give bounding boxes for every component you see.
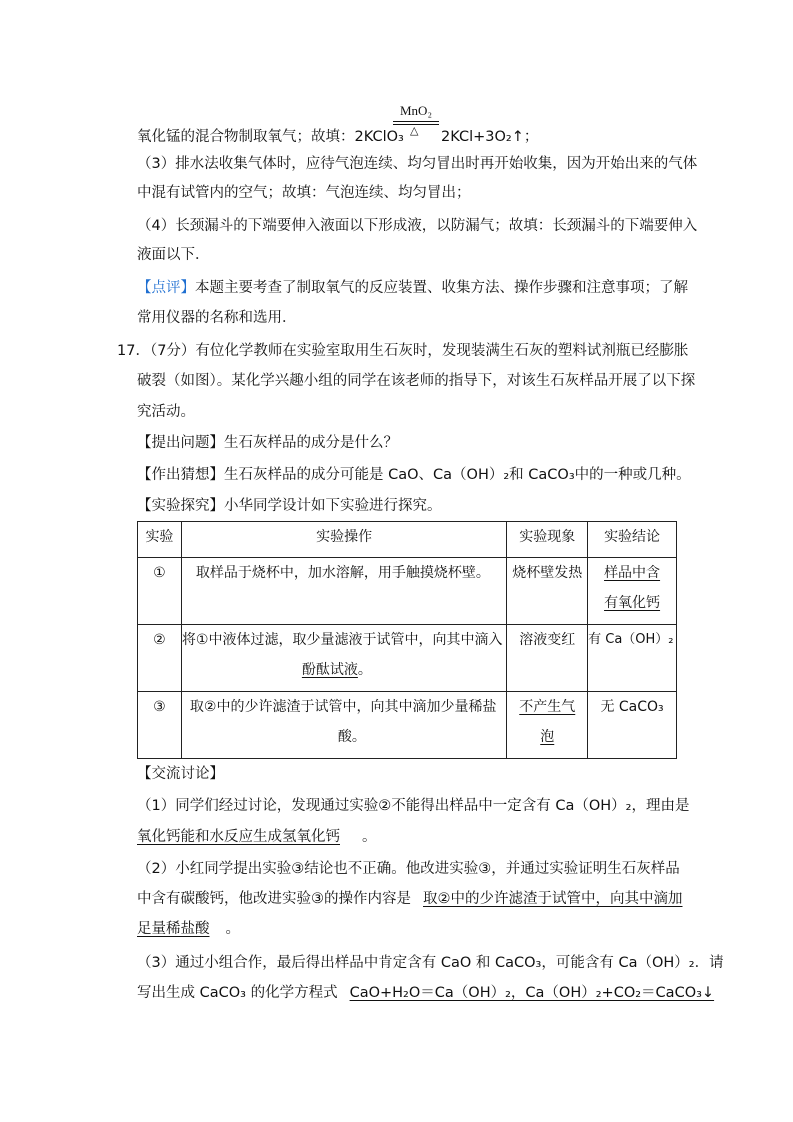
review-line-1 [137, 277, 688, 299]
discussion-q2-line2 [137, 888, 683, 910]
answer-line-2: 中混有试管内的空气；故填：气泡连续、均匀冒出； [137, 185, 471, 201]
discussion-q3-line2 [137, 982, 714, 1004]
conclusion-text: 有 Ca（OH）₂ [588, 632, 674, 647]
row-operation [181, 625, 506, 692]
review-text-1: 本题主要考查了制取氧气的反应装置、收集方法、操作步骤和注意事项；了解 [195, 280, 688, 296]
discussion-q1-line2 [137, 826, 377, 848]
operation-text-2: 酸。 [337, 729, 366, 745]
conclusion-fill-a: 样品中含 [604, 565, 661, 581]
header-experiment: 实验 [138, 522, 182, 558]
row-number: ② [138, 625, 182, 692]
discussion-q1-line1: （1）同学们经过讨论，发现通过实验②不能得出样品中一定含有 Ca（OH）₂，理由是 [137, 798, 690, 814]
q2-end: 。 [225, 921, 240, 937]
row-phenomenon [507, 625, 588, 692]
operation-end: 。 [357, 662, 372, 678]
catalyst-label: MnO₂ [400, 103, 432, 118]
q2-prefix: 中含有碳酸钙，他改进实验③的操作内容是 [137, 891, 411, 907]
hypothesis: 【作出猜想】生石灰样品的成分可能是 CaO、Ca（OH）₂和 CaCO₃中的一种或几种。 [137, 467, 691, 483]
conclusion-fill-b: 有氧化钙 [604, 595, 661, 611]
phenomenon-text: 溶液变红 [519, 632, 576, 648]
review-tag: 【点评】 [137, 280, 195, 296]
phenomenon-fill-b: 泡 [540, 729, 555, 745]
question-number: 17． [117, 343, 150, 359]
row-conclusion [588, 625, 677, 692]
operation-text: 取样品于烧杯中，加水溶解，用手触摸烧杯壁。 [195, 565, 490, 581]
review-line-2: 常用仪器的名称和选用． [137, 310, 297, 326]
phenomenon-text: 烧杯壁发热 [512, 565, 583, 581]
discussion-q3-line1: （3）通过小组合作，最后得出样品中肯定含有 CaO 和 CaCO₃，可能含有 Ca（OH）₂．请 [137, 955, 724, 971]
answer-line-1: （3）排水法收集气体时，应待气泡连续、均匀冒出时再开始收集，因为开始出来的气体 [137, 156, 698, 172]
question-raised: 【提出问题】生石灰样品的成分是什么？ [137, 435, 398, 451]
row-conclusion [588, 558, 677, 625]
operation-fill: 酚酞试液 [301, 662, 358, 678]
header-phenomenon: 实验现象 [507, 522, 588, 558]
q2-answer-fill-b: 足量稀盐酸 [137, 921, 210, 937]
row-number: ① [138, 558, 182, 625]
row-phenomenon [507, 692, 588, 759]
row-phenomenon [507, 558, 588, 625]
phenomenon-fill-a: 不产生气 [519, 699, 576, 715]
table-header-row [138, 522, 677, 558]
question-17-line-1 [117, 340, 688, 362]
reaction-suffix: 2KCl+3O₂↑； [441, 129, 539, 145]
q3-prefix: 写出生成 CaCO₃ 的化学方程式 [137, 985, 338, 1001]
row-operation [181, 692, 506, 759]
reaction-prefix: 氧化锰的混合物制取氧气；故填：2KClO₃ [137, 129, 404, 145]
discussion-q2-line1: （2）小红同学提出实验③结论也不正确。他改进实验③，并通过实验证明生石灰样品 [137, 861, 680, 877]
row-operation [181, 558, 506, 625]
header-conclusion: 实验结论 [588, 522, 677, 558]
question-text-1: （7分）有位化学教师在实验室取用生石灰时，发现装满生石灰的塑料试剂瓶已经膨胀 [149, 343, 689, 359]
operation-text: 将①中液体过滤，取少量滤液于试管中，向其中滴入 [181, 632, 503, 648]
discussion-title: 【交流讨论】 [137, 766, 224, 782]
operation-text: 取②中的少许滤渣于试管中，向其中滴加少量稀盐 [189, 699, 497, 715]
answer-line-3: （4）长颈漏斗的下端要伸入液面以下形成液，以防漏气；故填：长颈漏斗的下端要伸入 [137, 218, 698, 234]
row-number: ③ [138, 692, 182, 759]
row-conclusion [588, 692, 677, 759]
experiment-design: 【实验探究】小华同学设计如下实验进行探究。 [137, 498, 442, 514]
q2-answer-fill-a: 取②中的少许滤渣于试管中，向其中滴加 [423, 891, 683, 907]
question-17-line-3: 究活动。 [137, 404, 195, 420]
experiment-table [137, 521, 677, 759]
heat-symbol: △ [410, 124, 419, 137]
conclusion-text: 无 CaCO₃ [600, 699, 664, 715]
table-row [138, 558, 677, 625]
table-row [138, 692, 677, 759]
q3-answer-fill: CaO+H₂O＝Ca（OH）₂，Ca（OH）₂+CO₂＝CaCO₃↓ [349, 985, 715, 1001]
q1-end: 。 [362, 829, 377, 845]
header-operation: 实验操作 [181, 522, 506, 558]
question-17-line-2: 破裂（如图）。某化学兴趣小组的同学在该老师的指导下，对该生石灰样品开展了以下探 [137, 373, 696, 389]
table-row [138, 625, 677, 692]
answer-line-4: 液面以下． [137, 247, 210, 263]
discussion-q2-line3 [137, 918, 240, 940]
q1-answer-fill: 氧化钙能和水反应生成氢氧化钙 [137, 829, 340, 845]
